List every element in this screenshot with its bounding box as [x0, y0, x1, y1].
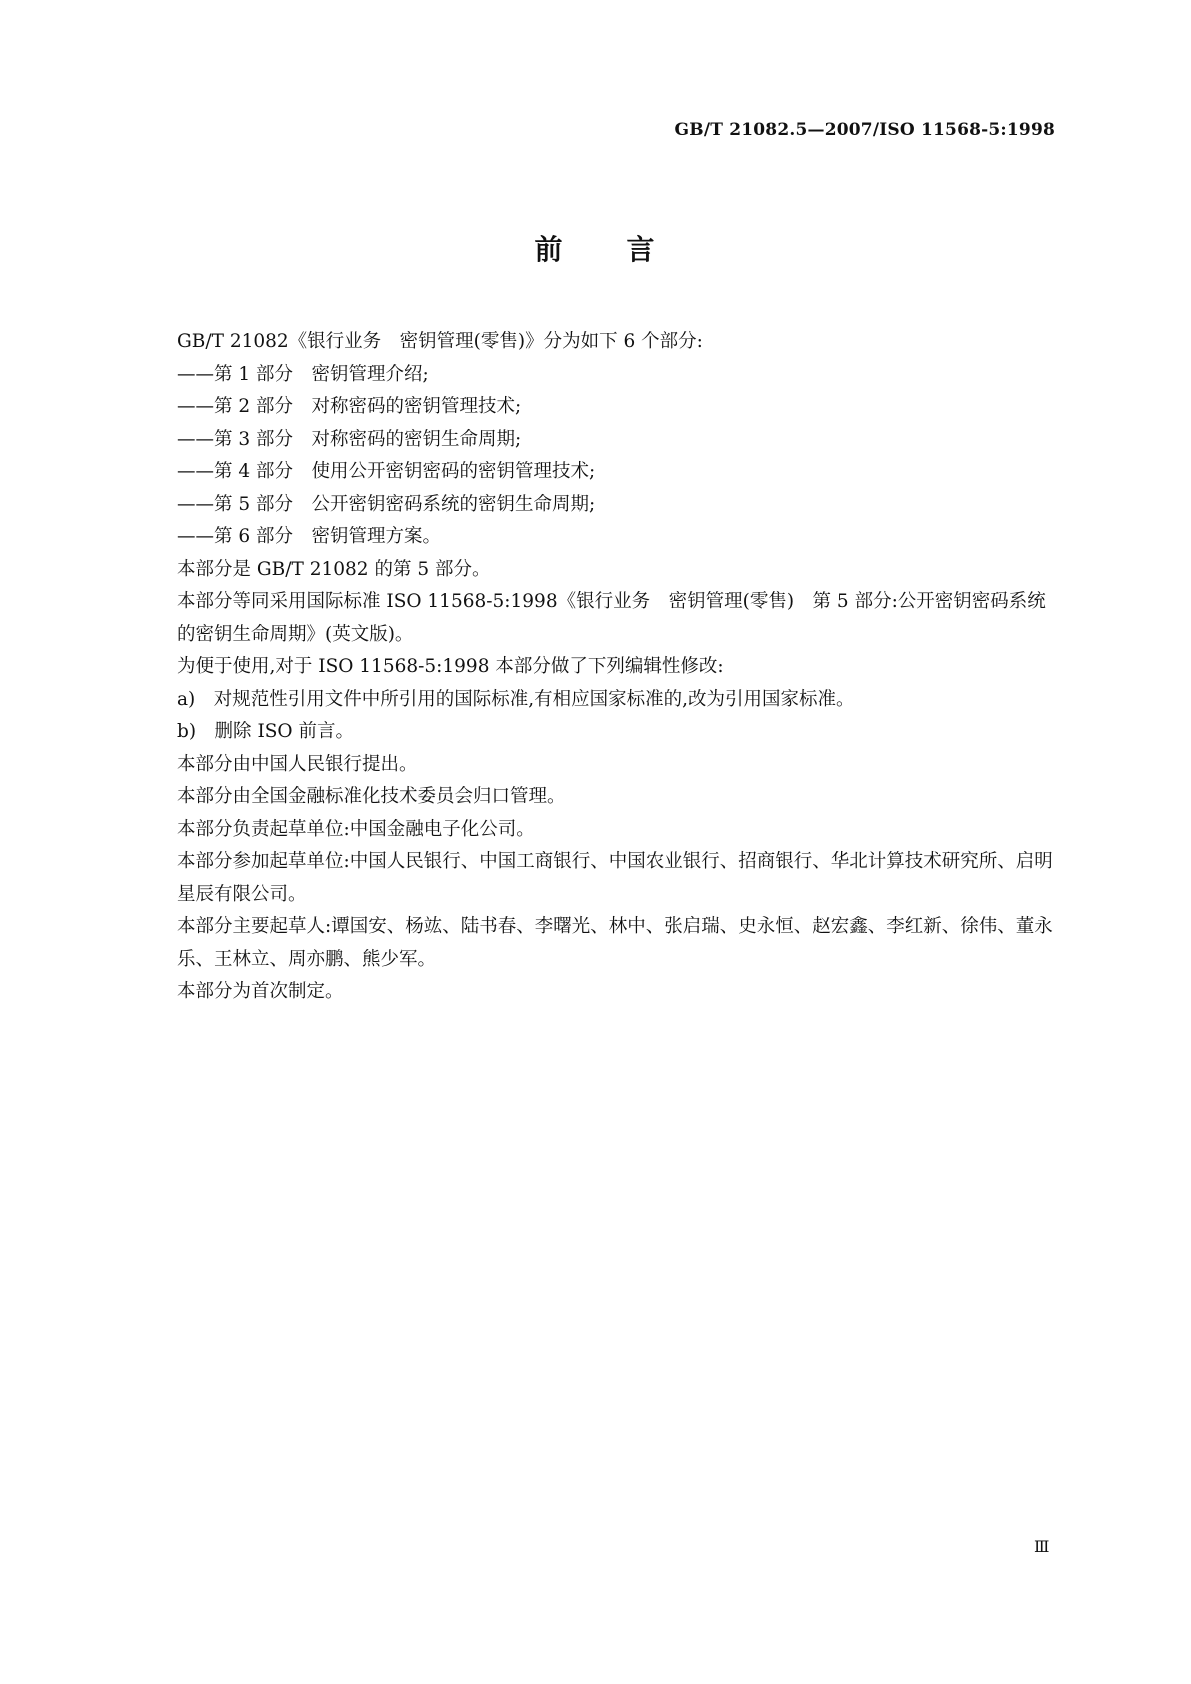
paragraph-drafters: 本部分主要起草人:谭国安、杨竑、陆书春、李曙光、林中、张启瑞、史永恒、赵宏鑫、李红新、徐伟、董永乐、王林立、周亦鹏、熊少军。	[177, 916, 1053, 970]
title-char-2: 言	[626, 233, 657, 266]
part-list-item-1: ——第 1 部分 密钥管理介绍;	[177, 363, 429, 385]
intro-paragraph: GB/T 21082《银行业务 密钥管理(零售)》分为如下 6 个部分:	[177, 331, 703, 352]
page-title	[0, 228, 1191, 268]
part-list-item-5: ——第 5 部分 公开密钥密码系统的密钥生命周期;	[177, 493, 596, 515]
page-number: Ⅲ	[1034, 1537, 1050, 1556]
change-item-a: a) 对规范性引用文件中所引用的国际标准,有相应国家标准的,改为引用国家标准。	[177, 688, 855, 710]
part-list-item-3: ——第 3 部分 对称密码的密钥生命周期;	[177, 428, 522, 450]
change-item-b: b) 删除 ISO 前言。	[177, 721, 354, 742]
paragraph-editorial-changes: 为便于使用,对于 ISO 11568-5:1998 本部分做了下列编辑性修改:	[177, 656, 724, 677]
paragraph-adoption: 本部分等同采用国际标准 ISO 11568-5:1998《银行业务 密钥管理(零售) 第 5 部分:公开密钥密码系统的密钥生命周期》(英文版)。	[177, 591, 1046, 645]
title-char-1: 前	[534, 233, 565, 266]
paragraph-first-edition: 本部分为首次制定。	[177, 981, 344, 1002]
part-list-item-6: ——第 6 部分 密钥管理方案。	[177, 526, 442, 547]
part-list-item-4: ——第 4 部分 使用公开密钥密码的密钥管理技术;	[177, 461, 596, 482]
foreword-body	[177, 326, 1054, 1009]
paragraph-participating-units: 本部分参加起草单位:中国人民银行、中国工商银行、中国农业银行、招商银行、华北计算技术研究所、启明星辰有限公司。	[177, 851, 1053, 905]
standard-code-header: GB/T 21082.5—2007/ISO 11568-5:1998	[674, 120, 1055, 140]
paragraph-proposed-by: 本部分由中国人民银行提出。	[177, 753, 418, 775]
paragraph-drafting-unit: 本部分负责起草单位:中国金融电子化公司。	[177, 818, 535, 840]
paragraph-managed-by: 本部分由全国金融标准化技术委员会归口管理。	[177, 786, 566, 807]
paragraph-part-number: 本部分是 GB/T 21082 的第 5 部分。	[177, 558, 491, 580]
part-list-item-2: ——第 2 部分 对称密码的密钥管理技术;	[177, 396, 522, 417]
